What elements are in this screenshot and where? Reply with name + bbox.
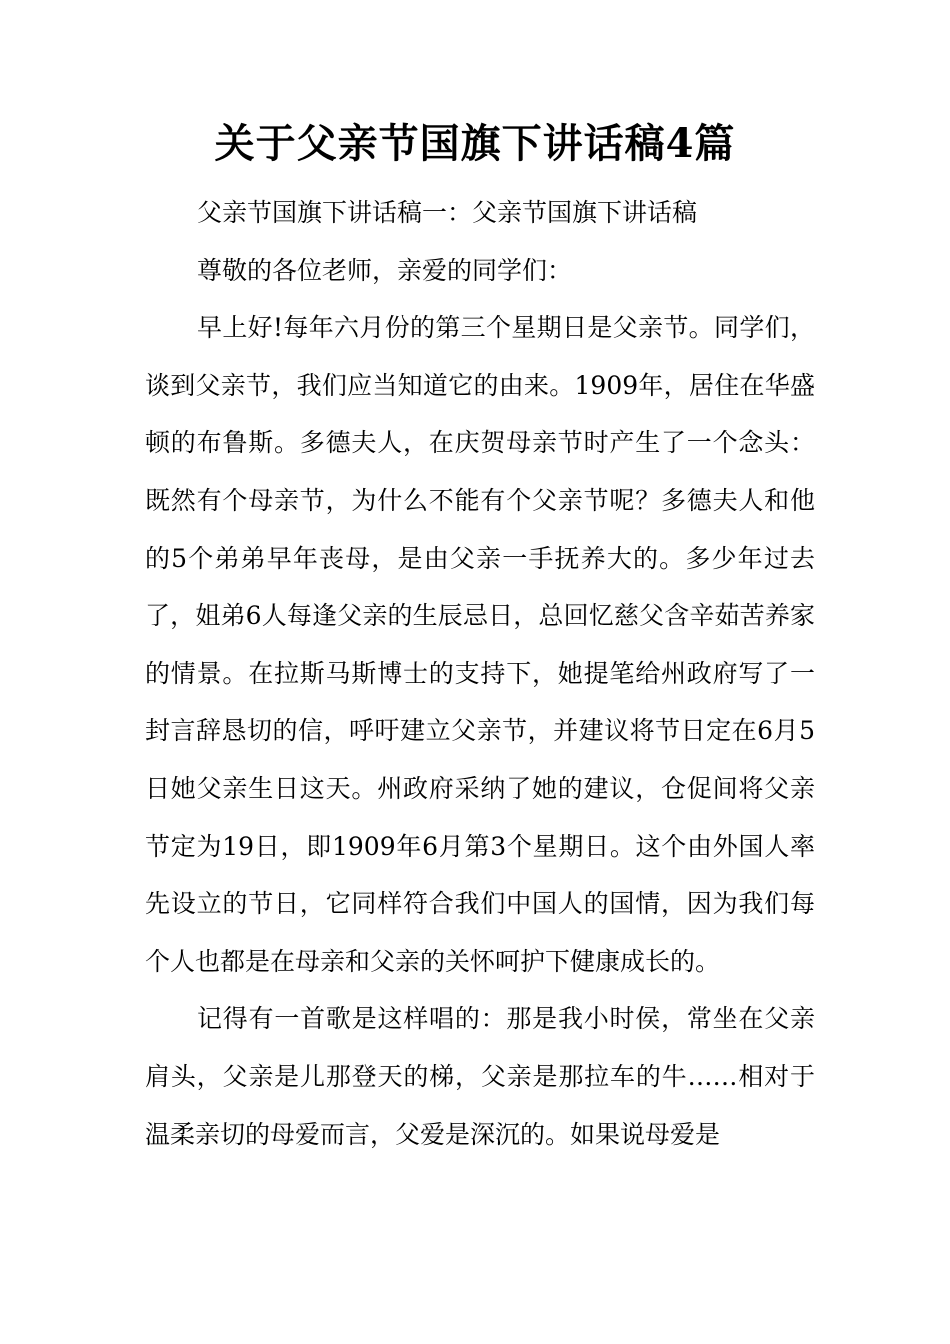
document-body bbox=[145, 184, 815, 1163]
subtitle-line: 父亲节国旗下讲话稿一：父亲节国旗下讲话稿 bbox=[197, 198, 698, 227]
salutation-line: 尊敬的各位老师，亲爱的同学们： bbox=[197, 255, 573, 285]
body-paragraph: 记得有一首歌是这样唱的：那是我小时侯，常坐在父亲肩头，父亲是儿那登天的梯，父亲是那拉车的牛……相对于温柔亲切的母爱而言，父爱是深沉的。如果说母爱是 bbox=[145, 1004, 815, 1149]
document-title: 关于父亲节国旗下讲话稿4篇 bbox=[214, 120, 736, 167]
body-paragraph: 早上好!每年六月份的第三个星期日是父亲节。同学们，谈到父亲节，我们应当知道它的由来。1909年，居住在华盛顿的布鲁斯。多德夫人，在庆贺母亲节时产生了一个念头：既然有个母亲节，为什么不能有个父亲节呢？多德夫人和他的5个弟弟早年丧母，是由父亲一手抚养大的。多少年过去了，姐弟6人每逢父亲的生辰忌日，总回忆慈父含辛茹苦养家的情景。在拉斯马斯博士的支持下，她提笔给州政府写了一封言辞恳切的信，呼吁建立父亲节，并建议将节日定在6月5日她父亲生日这天。州政府采纳了她的建议，仓促间将父亲节定为19日，即1909年6月第3个星期日。这个由外国人率先设立的节日，它同样符合我们中国人的国情，因为我们每个人也都是在母亲和父亲的关怀呵护下健康成长的。 bbox=[145, 313, 815, 976]
